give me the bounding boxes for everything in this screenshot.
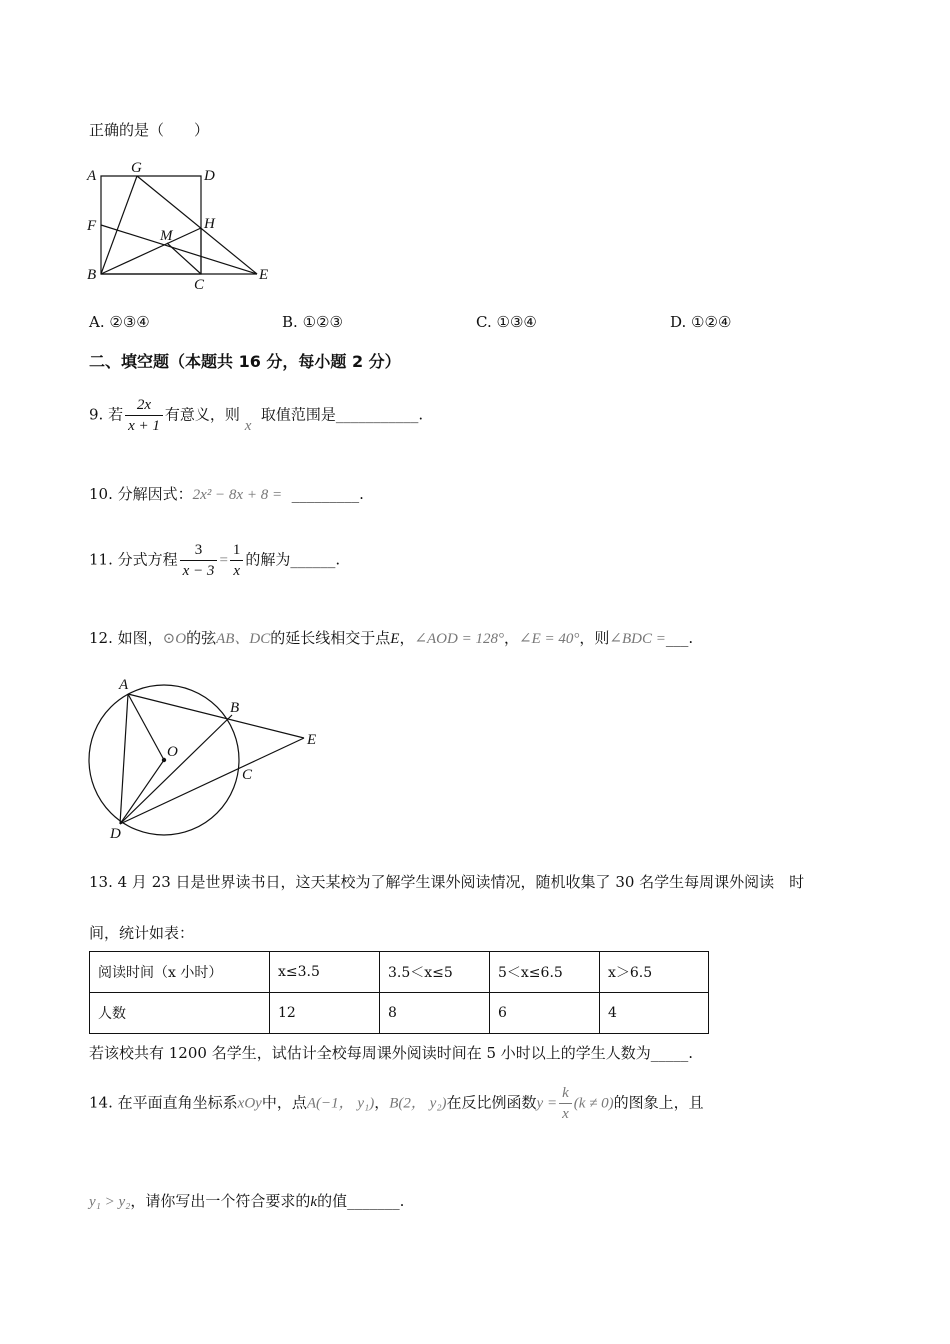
q11-rhs-fraction: $\frac{1}{x}$ bbox=[230, 540, 244, 581]
table-cell: 3.5＜x≤5 bbox=[380, 952, 490, 993]
label-o: O bbox=[167, 744, 178, 760]
label-e: E bbox=[307, 732, 317, 748]
segment-ge bbox=[137, 176, 257, 274]
question-11: 11. 分式方程 $\frac{3}{x - 3}$ = $\frac{1}{x}$ 的解为______. bbox=[89, 542, 341, 579]
question-13-conclusion: 若该校共有 1200 名学生，试估计全校每周课外阅读时间在 5 小时以上的学生人数为_____. bbox=[89, 1044, 694, 1062]
label-h: H bbox=[204, 216, 215, 232]
q12-figure bbox=[80, 672, 330, 844]
label-m: M bbox=[160, 228, 173, 244]
q9-fraction: $\frac{2x}{x + 1}$ bbox=[125, 395, 163, 436]
segment-ao bbox=[128, 694, 164, 760]
segment-mc bbox=[167, 243, 201, 274]
question-13-line-1: 13. 4 月 23 日是世界读书日，这天某校为了解学生课外阅读情况，随机收集了 30 名学生每周课外阅读 时 bbox=[89, 873, 805, 891]
q14-function-fraction: $\frac{k}{x}$ bbox=[559, 1083, 572, 1124]
q8-figure bbox=[80, 152, 280, 292]
label-f: F bbox=[87, 218, 97, 234]
question-12: 12. 如图，⊙O的弦AB、DC的延长线相交于点E，∠AOD = 128°，∠E = 40°，则∠BDC =___. bbox=[89, 629, 694, 647]
segment-de bbox=[120, 738, 304, 824]
table-cell: x≤3.5 bbox=[270, 952, 380, 993]
section-2-title: 二、填空题（本题共 16 分，每小题 2 分） bbox=[89, 352, 401, 371]
label-g: G bbox=[131, 160, 142, 176]
label-d: D bbox=[204, 168, 215, 184]
label-c: C bbox=[242, 767, 253, 783]
question-14-line-1: 14. 在平面直角坐标系xOy中，点A(−1， y₁)，B(2， y₂)在反比例函数y = $\frac{k}{x}$ (k ≠ 0)的图象上，且 bbox=[89, 1085, 704, 1122]
q8-tail-text: 正确的是（ ） bbox=[89, 121, 210, 139]
label-b: B bbox=[230, 700, 240, 716]
table-cell: x＞6.5 bbox=[600, 952, 709, 993]
question-13-line-2: 间，统计如表： bbox=[89, 924, 195, 942]
segment-fe bbox=[101, 225, 257, 274]
reading-time-table bbox=[89, 951, 709, 1034]
table-cell: 12 bbox=[270, 993, 380, 1034]
table-cell: 人数 bbox=[90, 993, 270, 1034]
table-cell: 4 bbox=[600, 993, 709, 1034]
segment-od bbox=[120, 760, 164, 824]
label-c: C bbox=[194, 277, 205, 292]
table-row bbox=[90, 993, 709, 1034]
label-d: D bbox=[110, 826, 121, 842]
segment-ad bbox=[120, 694, 128, 824]
label-a: A bbox=[119, 677, 129, 693]
q8-option-b: B. ①②③ bbox=[282, 313, 343, 331]
table-cell: 阅读时间（x 小时） bbox=[90, 952, 270, 993]
q8-option-a: A. ②③④ bbox=[89, 313, 150, 331]
table-cell: 8 bbox=[380, 993, 490, 1034]
question-10: 10. 分解因式：2x² − 8x + 8 = _________. bbox=[89, 485, 364, 503]
question-14-line-2: y₁ > y₂，请你写出一个符合要求的k的值_______. bbox=[89, 1192, 405, 1210]
question-9: 9. 若 $\frac{2x}{x + 1}$ 有意义，则 x 取值范围是___________. bbox=[89, 397, 424, 434]
label-e: E bbox=[259, 267, 269, 283]
q11-lhs-fraction: $\frac{3}{x - 3}$ bbox=[180, 540, 218, 581]
q8-option-c: C. ①③④ bbox=[476, 313, 537, 331]
q8-option-d: D. ①②④ bbox=[670, 313, 732, 331]
label-a: A bbox=[87, 168, 97, 184]
square-abcd bbox=[101, 176, 201, 274]
table-cell: 6 bbox=[490, 993, 600, 1034]
table-cell: 5＜x≤6.5 bbox=[490, 952, 600, 993]
table-header-row bbox=[90, 952, 709, 993]
label-b: B bbox=[87, 267, 97, 283]
center-point bbox=[162, 758, 166, 762]
segment-db bbox=[120, 715, 232, 824]
